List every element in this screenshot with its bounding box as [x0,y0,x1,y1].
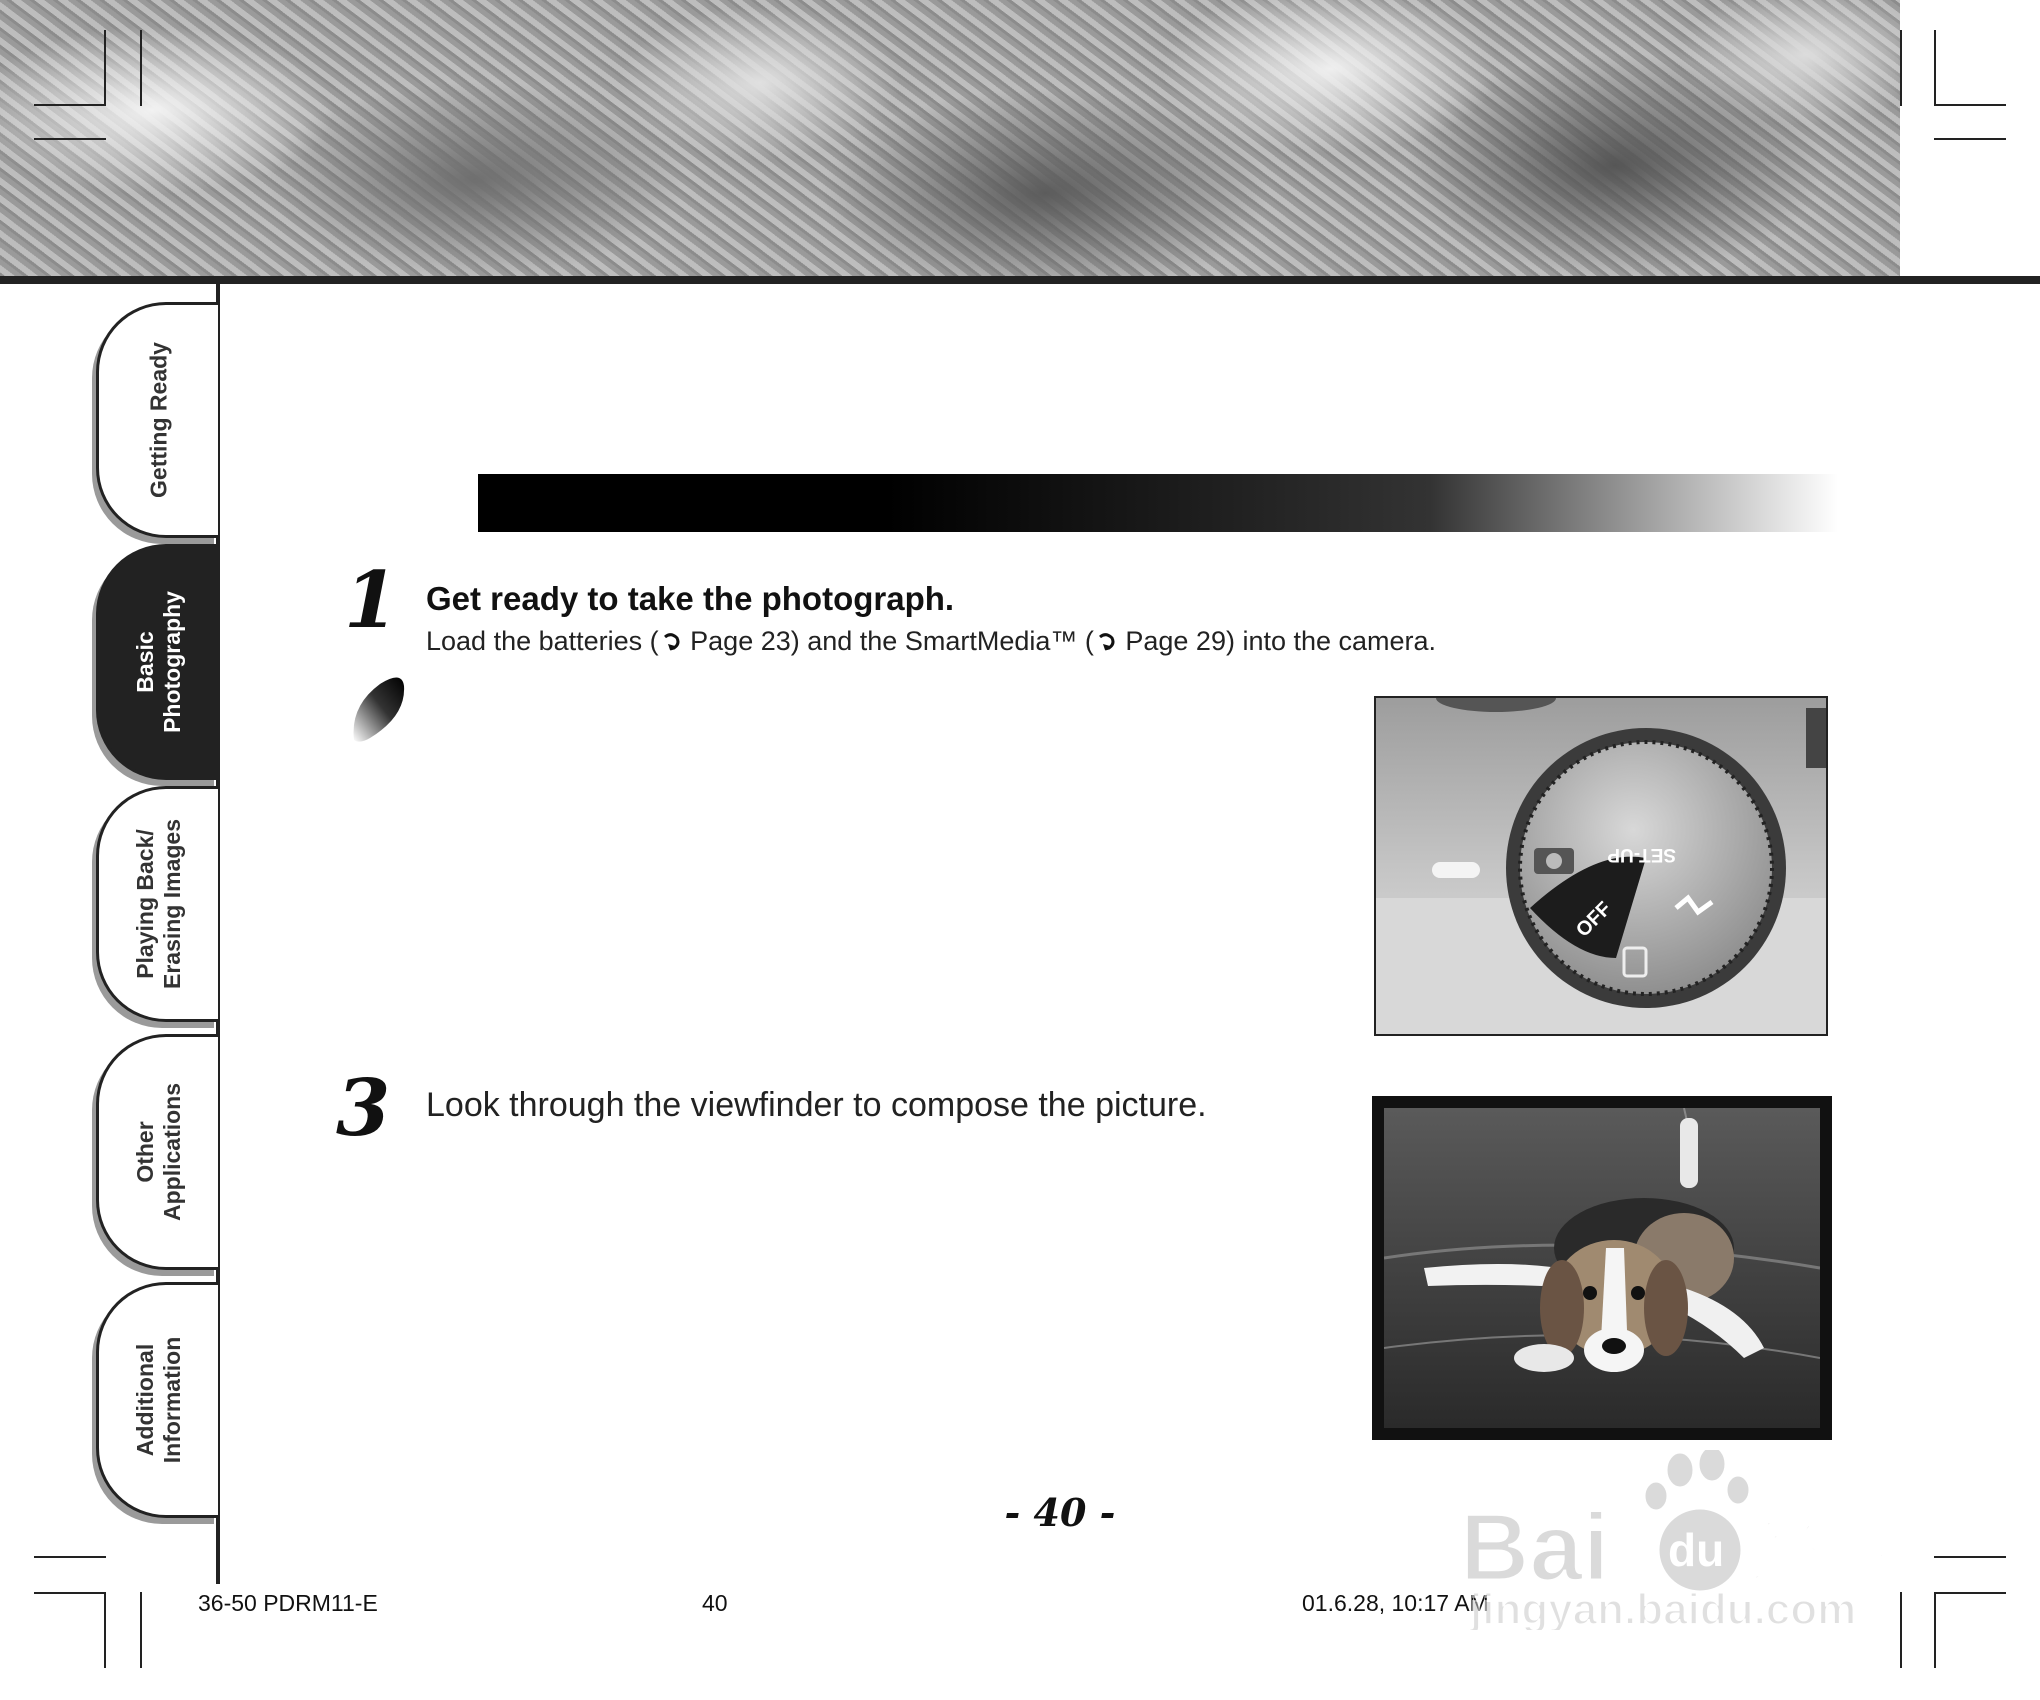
tab-label: Other Applications [131,1082,185,1222]
crop-mark [104,30,106,106]
crop-mark [1934,30,1936,106]
tab-additional-information[interactable] [96,1282,218,1518]
header-rule [0,276,2040,284]
step-body: Look through the viewfinder to compose the picture. [426,1086,1207,1124]
tab-basic-photography[interactable] [96,544,218,780]
crop-mark [34,104,106,106]
page-reference-icon [661,632,681,652]
crop-mark [1934,104,2006,106]
baidu-paw-logo [1450,1450,1930,1630]
mode-dial-illustration [1376,698,1826,1034]
tab-label: Basic Photography [131,591,185,733]
header-texture [0,0,1900,276]
crop-mark [1934,1556,2006,1558]
watermark-url: jingyan.baidu.com [1470,1585,1857,1630]
tab-playing-back[interactable] [96,786,218,1022]
mode-dial-photo [1374,696,1828,1036]
step-body: Load the batteries ( Page 23) and the SmartMedia™ ( Page 29) into the camera. [426,626,1437,656]
footer-job-id: 36-50 PDRM11-E [198,1590,378,1616]
crop-mark [1934,138,2006,140]
step-number: 3 [336,1063,391,1154]
viewfinder-photo [1372,1096,1832,1440]
crop-mark [104,1592,106,1668]
crop-mark [1934,1592,2006,1594]
crop-mark [34,1556,106,1558]
step-marker-icon [350,676,406,744]
watermark-brand: Bai [1460,1494,1610,1601]
tab-label: Playing Back/ Erasing Images [131,818,185,990]
page-reference-icon [1096,632,1116,652]
crop-mark [140,30,142,106]
crop-mark [1900,30,1902,106]
footer-timestamp: 01.6.28, 10:17 AM [1302,1590,1489,1616]
tab-label: Getting Ready [145,342,171,498]
crop-mark [34,1592,106,1594]
crop-mark [140,1592,142,1668]
watermark-brand-du: du [1668,1524,1725,1576]
tab-other-applications[interactable] [96,1034,218,1270]
tab-label: Additional Information [131,1336,185,1464]
watermark-cn: 经验 [1750,1513,1895,1597]
crop-mark [34,138,106,140]
beagle-photo-illustration [1384,1108,1820,1428]
crop-mark [1934,1592,1936,1668]
tab-getting-ready[interactable] [96,302,218,538]
page-number: - 40 - [1004,1490,1116,1535]
dial-setup-label: SET-UP [1607,844,1676,865]
baidu-watermark [1450,1450,1930,1630]
section-title-bar [478,474,1838,532]
footer-page: 40 [702,1590,728,1616]
dial-off-label: OFF [1571,897,1616,942]
step-number: 1 [344,555,399,646]
step-title: Get ready to take the photograph. [426,580,955,617]
